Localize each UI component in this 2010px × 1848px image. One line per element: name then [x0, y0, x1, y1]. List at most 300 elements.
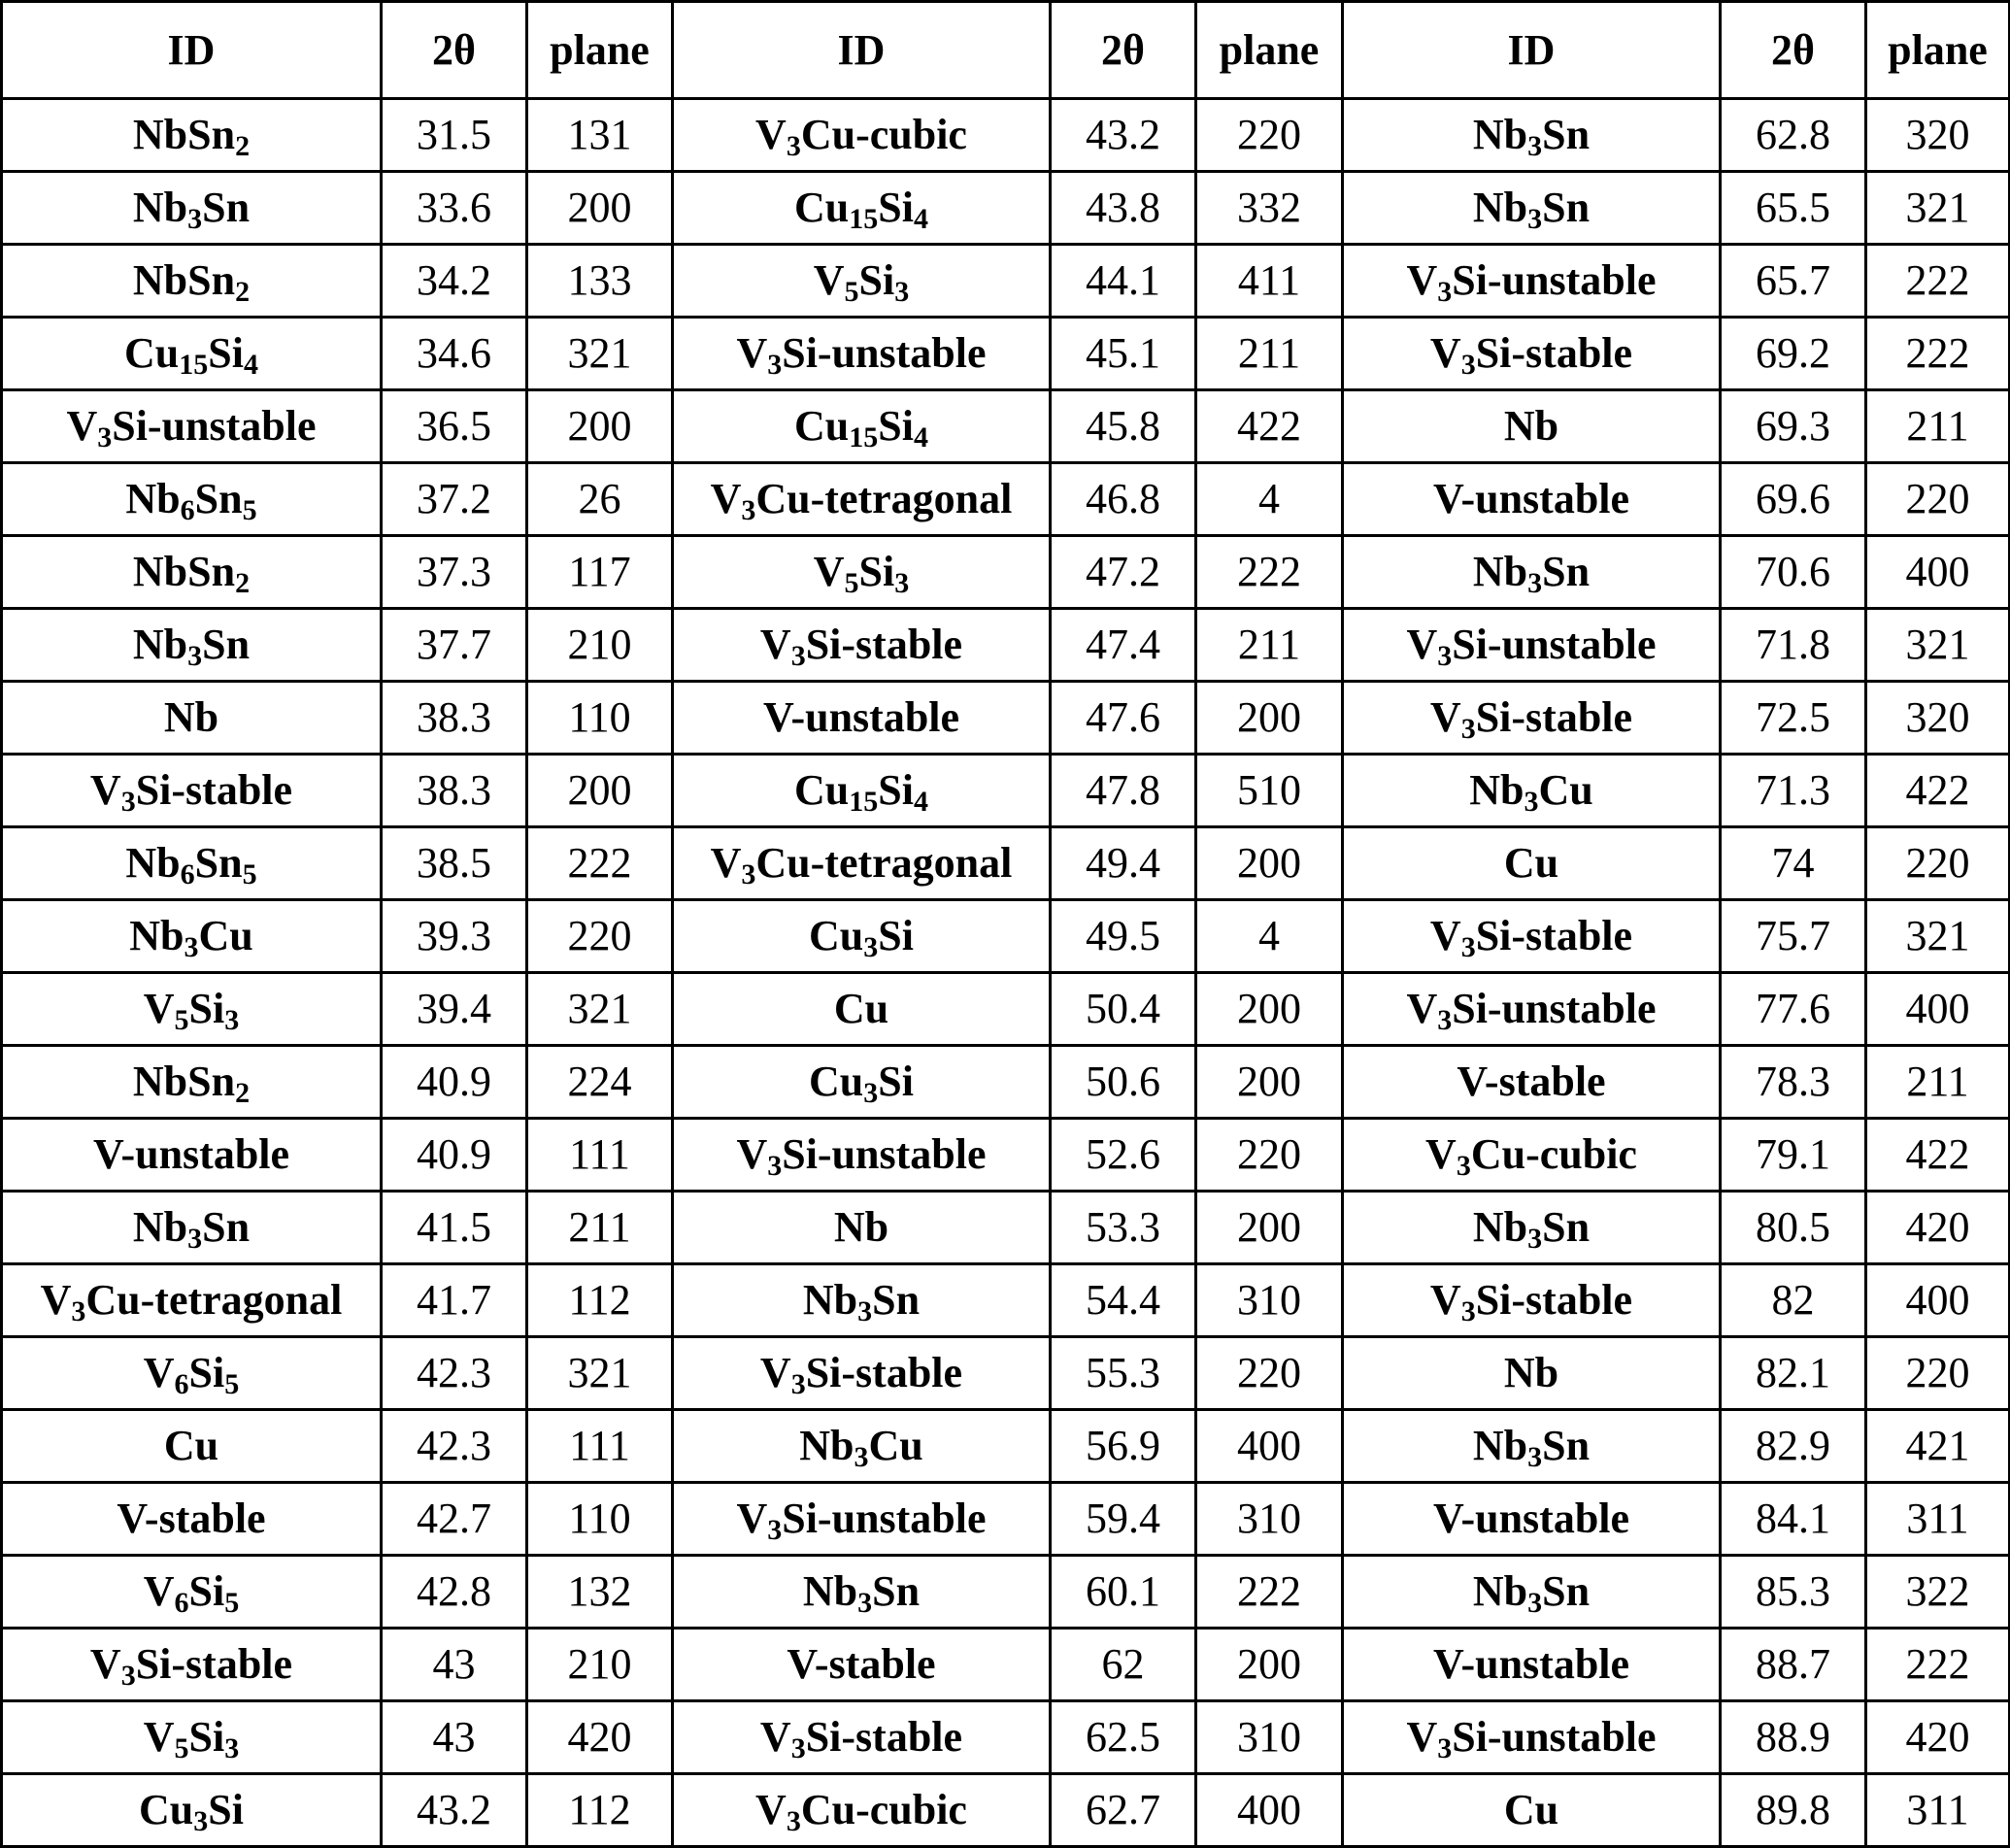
- two-theta-cell: 42.3: [382, 1410, 527, 1483]
- plane-cell: 200: [1196, 1192, 1343, 1264]
- phase-id-subscript: 5: [844, 567, 859, 599]
- phase-id-text: Si: [208, 329, 244, 377]
- phase-id-text: Cu: [833, 985, 889, 1032]
- phase-id-text: V: [759, 1713, 791, 1761]
- header-row: [2, 2, 2010, 99]
- phase-id-text: V: [1429, 912, 1461, 959]
- table-row: [2, 245, 2010, 318]
- phase-id-subscript: 5: [844, 276, 859, 308]
- phase-id-text: Sn: [1542, 1567, 1591, 1615]
- phase-id-subscript: 3: [741, 858, 756, 890]
- plane-cell: 110: [527, 1483, 673, 1556]
- phase-id-subscript: 3: [786, 130, 801, 162]
- phase-id-text: Si: [208, 1786, 244, 1833]
- phase-id-text: Nb: [1472, 1567, 1528, 1615]
- two-theta-cell: 62.8: [1721, 99, 1866, 172]
- two-theta-cell: 69.3: [1721, 390, 1866, 463]
- phase-id-subscript: 6: [174, 1368, 189, 1400]
- plane-cell: 311: [1866, 1483, 2010, 1556]
- phase-id-text: NbSn: [132, 548, 236, 595]
- plane-cell: 321: [527, 1337, 673, 1410]
- phase-id-text: V: [736, 1495, 768, 1542]
- two-theta-cell: 49.4: [1051, 827, 1196, 900]
- phase-id-text: Cu: [124, 329, 180, 377]
- phase-id-cell: [673, 1556, 1051, 1629]
- phase-id-subscript: 3: [97, 421, 113, 454]
- plane-cell: 220: [1196, 1119, 1343, 1192]
- two-theta-cell: 72.5: [1721, 682, 1866, 755]
- phase-id-cell: [673, 973, 1051, 1046]
- phase-id-subscript: 5: [242, 858, 257, 890]
- phase-id-cell: [1343, 1046, 1721, 1119]
- plane-cell: 200: [1196, 1046, 1343, 1119]
- phase-id-cell: [1343, 245, 1721, 318]
- plane-cell: 422: [1866, 755, 2010, 827]
- phase-id-cell: [2, 1264, 382, 1337]
- phase-id-cell: [1343, 682, 1721, 755]
- phase-id-text: Cu: [1503, 839, 1559, 887]
- phase-id-subscript: 3: [1460, 349, 1476, 381]
- phase-id-text: V: [755, 111, 787, 158]
- phase-id-text: Nb: [802, 1276, 858, 1324]
- phase-id-text: Cu: [794, 402, 850, 450]
- phase-id-cell: [1343, 1264, 1721, 1337]
- two-theta-cell: 47.6: [1051, 682, 1196, 755]
- phase-id-cell: [1343, 463, 1721, 536]
- phase-id-subscript: 3: [767, 349, 783, 381]
- plane-cell: 110: [527, 682, 673, 755]
- phase-id-text: Sn: [1542, 111, 1591, 158]
- plane-cell: 4: [1196, 463, 1343, 536]
- two-theta-cell: 65.5: [1721, 172, 1866, 245]
- phase-id-text: NbSn: [132, 1058, 236, 1105]
- two-theta-cell: 65.7: [1721, 245, 1866, 318]
- phase-id-text: Nb: [132, 1203, 188, 1251]
- plane-cell: 400: [1866, 973, 2010, 1046]
- table-row: [2, 827, 2010, 900]
- phase-id-text: V-unstable: [1432, 1640, 1630, 1688]
- two-theta-cell: 88.7: [1721, 1629, 1866, 1701]
- phase-id-text: Nb: [1472, 184, 1528, 231]
- phase-id-text: Si: [188, 985, 225, 1032]
- phase-id-text: Cu-tetragonal: [755, 475, 1013, 522]
- phase-id-text: NbSn: [132, 256, 236, 304]
- phase-id-cell: [2, 390, 382, 463]
- two-theta-cell: 89.8: [1721, 1774, 1866, 1847]
- phase-id-text: Cu-cubic: [800, 1786, 967, 1833]
- plane-cell: 422: [1866, 1119, 2010, 1192]
- plane-cell: 321: [1866, 172, 2010, 245]
- plane-cell: 4: [1196, 900, 1343, 973]
- two-theta-cell: 78.3: [1721, 1046, 1866, 1119]
- phase-id-text: V: [1406, 1713, 1438, 1761]
- phase-id-subscript: 3: [894, 567, 910, 599]
- phase-id-subscript: 3: [1437, 640, 1453, 672]
- plane-cell: 200: [527, 755, 673, 827]
- header-two-theta-2: 2θ: [1051, 2, 1196, 99]
- phase-id-subscript: 5: [224, 1368, 240, 1400]
- two-theta-cell: 33.6: [382, 172, 527, 245]
- phase-id-text: Sn: [872, 1567, 921, 1615]
- phase-id-text: V: [1406, 256, 1438, 304]
- phase-id-text: Cu-tetragonal: [755, 839, 1013, 887]
- table-row: [2, 318, 2010, 390]
- two-theta-cell: 62: [1051, 1629, 1196, 1701]
- plane-cell: 133: [527, 245, 673, 318]
- two-theta-cell: 52.6: [1051, 1119, 1196, 1192]
- phase-id-cell: [673, 900, 1051, 973]
- phase-id-text: Si-unstable: [1452, 621, 1657, 668]
- two-theta-cell: 53.3: [1051, 1192, 1196, 1264]
- phase-id-cell: [1343, 1483, 1721, 1556]
- phase-id-cell: [2, 1337, 382, 1410]
- two-theta-cell: 45.1: [1051, 318, 1196, 390]
- two-theta-cell: 37.3: [382, 536, 527, 609]
- two-theta-cell: 43: [382, 1629, 527, 1701]
- phase-id-subscript: 3: [1527, 567, 1543, 599]
- two-theta-cell: 49.5: [1051, 900, 1196, 973]
- table-row: [2, 1046, 2010, 1119]
- phase-id-subscript: 3: [187, 1223, 203, 1255]
- phase-id-subscript: 3: [193, 1805, 209, 1837]
- phase-id-cell: [1343, 1556, 1721, 1629]
- plane-cell: 210: [527, 609, 673, 682]
- phase-id-cell: [673, 172, 1051, 245]
- plane-cell: 211: [1196, 609, 1343, 682]
- phase-id-text: Si: [858, 256, 895, 304]
- two-theta-cell: 34.6: [382, 318, 527, 390]
- two-theta-cell: 47.4: [1051, 609, 1196, 682]
- phase-id-cell: [2, 99, 382, 172]
- phase-id-text: Si-stable: [135, 766, 293, 814]
- two-theta-cell: 39.4: [382, 973, 527, 1046]
- two-theta-cell: 43.8: [1051, 172, 1196, 245]
- phase-id-text: Sn: [194, 475, 243, 522]
- phase-id-subscript: 2: [235, 567, 251, 599]
- phase-id-text: Nb: [125, 839, 181, 887]
- phase-id-text: V: [89, 766, 121, 814]
- plane-cell: 400: [1866, 536, 2010, 609]
- plane-cell: 211: [1866, 390, 2010, 463]
- phase-id-text: V: [1406, 621, 1438, 668]
- plane-cell: 220: [1866, 463, 2010, 536]
- plane-cell: 200: [1196, 827, 1343, 900]
- phase-id-text: Nb: [125, 475, 181, 522]
- phase-id-subscript: 3: [1437, 1004, 1453, 1036]
- phase-id-cell: [1343, 1774, 1721, 1847]
- phase-id-subscript: 15: [849, 421, 879, 454]
- two-theta-cell: 38.5: [382, 827, 527, 900]
- table-row: [2, 1629, 2010, 1701]
- phase-id-text: Si: [878, 402, 914, 450]
- phase-id-subscript: 3: [790, 1368, 806, 1400]
- header-two-theta-3: 2θ: [1721, 2, 1866, 99]
- phase-id-subscript: 4: [913, 786, 928, 818]
- two-theta-cell: 59.4: [1051, 1483, 1196, 1556]
- phase-id-subscript: 3: [1527, 203, 1543, 235]
- plane-cell: 400: [1866, 1264, 2010, 1337]
- two-theta-cell: 42.3: [382, 1337, 527, 1410]
- phase-id-subscript: 3: [120, 786, 136, 818]
- phase-id-cell: [673, 245, 1051, 318]
- phase-id-cell: [1343, 1337, 1721, 1410]
- two-theta-cell: 43.2: [1051, 99, 1196, 172]
- header-id-2: ID: [673, 2, 1051, 99]
- phase-id-text: Nb: [1469, 766, 1524, 814]
- two-theta-cell: 41.7: [382, 1264, 527, 1337]
- phase-id-text: Cu: [163, 1422, 219, 1469]
- two-theta-cell: 71.3: [1721, 755, 1866, 827]
- phase-id-text: V: [813, 256, 845, 304]
- phase-id-cell: [2, 245, 382, 318]
- two-theta-cell: 82.1: [1721, 1337, 1866, 1410]
- phase-id-cell: [1343, 973, 1721, 1046]
- phase-id-cell: [673, 1337, 1051, 1410]
- plane-cell: 200: [1196, 973, 1343, 1046]
- phase-id-cell: [1343, 609, 1721, 682]
- two-theta-cell: 40.9: [382, 1046, 527, 1119]
- plane-cell: 200: [527, 390, 673, 463]
- phase-id-text: Cu: [139, 1786, 194, 1833]
- plane-cell: 220: [1866, 827, 2010, 900]
- plane-cell: 200: [1196, 1629, 1343, 1701]
- two-theta-cell: 36.5: [382, 390, 527, 463]
- plane-cell: 321: [1866, 900, 2010, 973]
- phase-id-cell: [2, 463, 382, 536]
- plane-cell: 224: [527, 1046, 673, 1119]
- phase-id-text: Si-stable: [805, 621, 963, 668]
- phase-id-text: Si: [188, 1713, 225, 1761]
- phase-id-cell: [2, 1556, 382, 1629]
- phase-id-text: V: [736, 329, 768, 377]
- phase-id-text: V: [1429, 693, 1461, 741]
- plane-cell: 411: [1196, 245, 1343, 318]
- phase-id-cell: [1343, 318, 1721, 390]
- phase-id-text: V: [813, 548, 845, 595]
- phase-id-text: Sn: [1542, 1422, 1591, 1469]
- plane-cell: 112: [527, 1264, 673, 1337]
- plane-cell: 320: [1866, 99, 2010, 172]
- phase-id-subscript: 3: [224, 1004, 240, 1036]
- two-theta-cell: 82: [1721, 1264, 1866, 1337]
- phase-id-subscript: 3: [187, 203, 203, 235]
- phase-id-text: Si-stable: [1475, 1276, 1633, 1324]
- phase-id-subscript: 3: [1460, 1295, 1476, 1327]
- phase-id-text: Cu-tetragonal: [85, 1276, 343, 1324]
- phase-id-cell: [1343, 755, 1721, 827]
- phase-id-cell: [2, 1119, 382, 1192]
- plane-cell: 222: [1866, 318, 2010, 390]
- phase-id-cell: [673, 682, 1051, 755]
- phase-id-cell: [1343, 99, 1721, 172]
- plane-cell: 222: [1196, 536, 1343, 609]
- header-plane-2: plane: [1196, 2, 1343, 99]
- phase-id-subscript: 3: [790, 1732, 806, 1764]
- phase-id-text: Nb: [833, 1203, 889, 1251]
- table-row: [2, 1774, 2010, 1847]
- two-theta-cell: 42.8: [382, 1556, 527, 1629]
- phase-id-cell: [1343, 536, 1721, 609]
- two-theta-cell: 43.2: [382, 1774, 527, 1847]
- plane-cell: 111: [527, 1119, 673, 1192]
- header-id-3: ID: [1343, 2, 1721, 99]
- phase-id-cell: [673, 1264, 1051, 1337]
- phase-id-text: V: [1406, 985, 1438, 1032]
- phase-id-text: Si-unstable: [112, 402, 317, 450]
- phase-id-text: Sn: [872, 1276, 921, 1324]
- phase-id-text: V-stable: [117, 1495, 266, 1542]
- two-theta-cell: 38.3: [382, 682, 527, 755]
- phase-id-text: V: [1429, 1276, 1461, 1324]
- phase-id-text: V: [1425, 1130, 1457, 1178]
- phase-id-text: Si: [188, 1349, 225, 1396]
- two-theta-cell: 47.2: [1051, 536, 1196, 609]
- phase-id-subscript: 3: [1527, 1223, 1543, 1255]
- phase-id-cell: [1343, 1410, 1721, 1483]
- phase-id-text: Si-stable: [1475, 329, 1633, 377]
- phase-id-cell: [1343, 172, 1721, 245]
- phase-id-text: Nb: [1503, 402, 1559, 450]
- phase-id-subscript: 3: [71, 1295, 86, 1327]
- phase-id-text: Nb: [132, 621, 188, 668]
- two-theta-cell: 37.7: [382, 609, 527, 682]
- phase-id-cell: [673, 755, 1051, 827]
- phase-id-cell: [673, 1410, 1051, 1483]
- phase-id-cell: [1343, 1119, 1721, 1192]
- table-row: [2, 755, 2010, 827]
- phase-id-cell: [673, 390, 1051, 463]
- phase-id-subscript: 4: [913, 203, 928, 235]
- phase-id-text: Sn: [1542, 184, 1591, 231]
- phase-id-text: Cu: [868, 1422, 923, 1469]
- two-theta-cell: 31.5: [382, 99, 527, 172]
- phase-id-subscript: 3: [854, 1441, 869, 1473]
- plane-cell: 420: [1866, 1192, 2010, 1264]
- two-theta-cell: 84.1: [1721, 1483, 1866, 1556]
- phase-id-text: Sn: [202, 1203, 251, 1251]
- two-theta-cell: 69.2: [1721, 318, 1866, 390]
- table-row: [2, 1264, 2010, 1337]
- phase-id-subscript: 2: [235, 130, 251, 162]
- phase-id-text: NbSn: [132, 111, 236, 158]
- phase-id-text: Nb: [129, 912, 184, 959]
- phase-id-cell: [673, 536, 1051, 609]
- phase-id-subscript: 5: [224, 1587, 240, 1619]
- plane-cell: 400: [1196, 1410, 1343, 1483]
- plane-cell: 310: [1196, 1701, 1343, 1774]
- phase-id-text: V: [710, 475, 742, 522]
- phase-id-text: V-unstable: [1432, 1495, 1630, 1542]
- phase-id-subscript: 4: [913, 421, 928, 454]
- phase-id-text: V: [143, 1567, 175, 1615]
- table-row: [2, 1556, 2010, 1629]
- plane-cell: 200: [527, 172, 673, 245]
- plane-cell: 421: [1866, 1410, 2010, 1483]
- phase-id-subscript: 2: [235, 276, 251, 308]
- phase-id-cell: [2, 973, 382, 1046]
- plane-cell: 321: [527, 318, 673, 390]
- phase-id-text: V: [736, 1130, 768, 1178]
- header-id-1: ID: [2, 2, 382, 99]
- table-row: [2, 1483, 2010, 1556]
- phase-id-subscript: 3: [786, 1805, 801, 1837]
- phase-id-text: V-unstable: [1432, 475, 1630, 522]
- phase-id-text: Cu-cubic: [800, 111, 967, 158]
- phase-id-cell: [673, 1483, 1051, 1556]
- phase-id-text: Si-unstable: [1452, 256, 1657, 304]
- plane-cell: 420: [527, 1701, 673, 1774]
- phase-id-cell: [1343, 900, 1721, 973]
- phase-id-cell: [673, 609, 1051, 682]
- plane-cell: 510: [1196, 755, 1343, 827]
- phase-id-cell: [2, 1701, 382, 1774]
- two-theta-cell: 46.8: [1051, 463, 1196, 536]
- two-theta-cell: 43: [382, 1701, 527, 1774]
- plane-cell: 211: [1196, 318, 1343, 390]
- phase-id-subscript: 6: [174, 1587, 189, 1619]
- two-theta-cell: 39.3: [382, 900, 527, 973]
- plane-cell: 321: [1866, 609, 2010, 682]
- phase-id-cell: [2, 900, 382, 973]
- phase-id-text: Si-unstable: [782, 329, 987, 377]
- plane-cell: 131: [527, 99, 673, 172]
- phase-id-text: Sn: [1542, 1203, 1591, 1251]
- phase-id-text: Si-stable: [135, 1640, 293, 1688]
- phase-id-subscript: 3: [1460, 931, 1476, 963]
- plane-cell: 222: [1866, 1629, 2010, 1701]
- plane-cell: 220: [1866, 1337, 2010, 1410]
- phase-id-text: Nb: [163, 693, 219, 741]
- two-theta-cell: 42.7: [382, 1483, 527, 1556]
- phase-id-cell: [1343, 1701, 1721, 1774]
- table-row: [2, 172, 2010, 245]
- plane-cell: 400: [1196, 1774, 1343, 1847]
- phase-id-text: V-unstable: [762, 693, 960, 741]
- plane-cell: 310: [1196, 1483, 1343, 1556]
- plane-cell: 222: [1196, 1556, 1343, 1629]
- table-row: [2, 536, 2010, 609]
- plane-cell: 320: [1866, 682, 2010, 755]
- phase-id-cell: [673, 827, 1051, 900]
- phase-id-cell: [2, 1483, 382, 1556]
- plane-cell: 26: [527, 463, 673, 536]
- phase-id-text: V: [66, 402, 98, 450]
- plane-cell: 210: [527, 1629, 673, 1701]
- phase-id-subscript: 3: [863, 1077, 879, 1109]
- phase-id-cell: [2, 1629, 382, 1701]
- phase-id-subscript: 3: [767, 1514, 783, 1546]
- phase-id-text: Cu-cubic: [1470, 1130, 1637, 1178]
- table-row: [2, 1119, 2010, 1192]
- plane-cell: 211: [1866, 1046, 2010, 1119]
- header-plane-3: plane: [1866, 2, 2010, 99]
- phase-id-text: Sn: [202, 621, 251, 668]
- phase-id-text: V: [40, 1276, 72, 1324]
- phase-id-subscript: 5: [174, 1004, 189, 1036]
- phase-id-cell: [673, 99, 1051, 172]
- two-theta-cell: 50.4: [1051, 973, 1196, 1046]
- phase-id-subscript: 3: [857, 1587, 873, 1619]
- phase-id-subscript: 3: [741, 494, 756, 526]
- table-row: [2, 1337, 2010, 1410]
- phase-id-text: Si-unstable: [1452, 1713, 1657, 1761]
- header-plane-1: plane: [527, 2, 673, 99]
- phase-id-text: V: [143, 1713, 175, 1761]
- phase-id-text: Sn: [202, 184, 251, 231]
- plane-cell: 310: [1196, 1264, 1343, 1337]
- phase-id-cell: [673, 1119, 1051, 1192]
- plane-cell: 211: [527, 1192, 673, 1264]
